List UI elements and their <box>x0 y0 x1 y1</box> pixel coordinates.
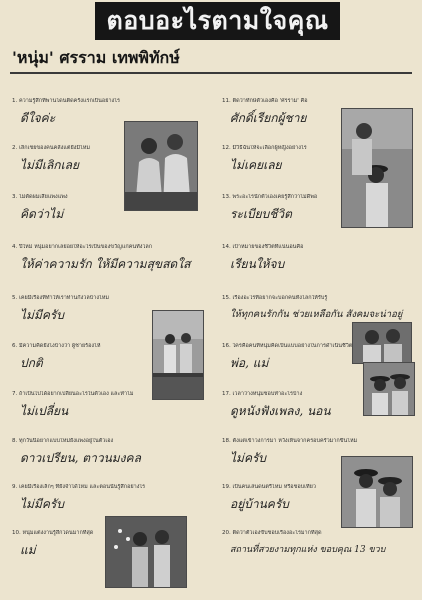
qa-item-8 <box>12 438 212 465</box>
column-title: ตอบอะไรตามใจคุณ <box>95 2 340 40</box>
answer-12: ไม่เคยเลย <box>230 158 282 172</box>
question-6: 6. มีความคิดยังไงบ้างว่า ผู้ชายร้องไห้ <box>12 343 101 349</box>
question-15: 15. เรื่องอะไรที่อยากจะบอกคนทั้งโลกให้รับรู้ <box>222 295 328 301</box>
answer-5: ไม่มีครับ <box>20 308 64 322</box>
answer-16: พ่อ, แม่ <box>230 356 269 370</box>
question-14: 14. เป้าหมายของชีวิตที่แน่นอนคือ <box>222 244 304 250</box>
photo-laughing-pair <box>352 322 412 364</box>
answer-4: ให้ค่าความรัก ให้มีความสุขสดใส <box>20 257 191 271</box>
question-17: 17. เวลาว่างหนุ่มชอบทำอะไรบ้าง <box>222 391 303 397</box>
photo-hat-pair-middle <box>363 362 415 416</box>
question-3: 3. ไม่ตัดผมเสียแพงแพง <box>12 194 68 200</box>
photo-seated-pair <box>124 121 198 211</box>
question-20: 20. ติดว่าตัวเองขับชอบเรื่องอะไรมากที่สุด <box>222 530 322 536</box>
celebrity-name: 'หนุ่ม' ศรราม เทพพิทักษ์ <box>12 48 180 67</box>
qa-item-9 <box>12 484 212 511</box>
photo-hat-pair-top <box>341 108 413 228</box>
answer-10: แม่ <box>20 543 36 557</box>
question-1: 1. ความรู้สึกที่พานโดนติดครั้งแรกเป็นอย่างไร <box>12 98 120 104</box>
qa-item-14 <box>222 244 422 271</box>
answer-13: ระเบียบชีวิต <box>230 207 292 221</box>
question-18: 18. ตั้งแต่เข้าวงการมา หวังเห็นจากครอบครัวมากขึ้นไหม <box>222 438 358 444</box>
question-4: 4. ปีใหม่ หนุ่มอยากเลย่อยให้อะไรเป็นของขวัญแก่คนทั้งโลก <box>12 244 153 250</box>
answer-1: ดีใจค่ะ <box>20 111 56 125</box>
question-7: 7. ถ้าเป็นไปได้อยากเปลี่ยนอะไรในตัวเอง และทำไม <box>12 391 134 397</box>
question-16: 16. ใครคือคนที่หนุ่มคิดเป็นแบบอย่างในการดำเนินชีวิต <box>222 343 353 349</box>
question-5: 5. เคยมีเรื่องที่ทำให้เราท่านกังวลบ้างไหม <box>12 295 110 301</box>
photo-hat-pair-bottom <box>341 456 413 528</box>
qa-item-4 <box>12 244 212 271</box>
answer-11: ศักดิ์เรียกผู้ชาย <box>230 111 307 125</box>
question-2: 2. เลิกเชยของคนคลั่งแต่ยังมีไหม <box>12 145 91 151</box>
question-19: 19. เป็นคนเล่นดนตรีไหม หรือชอบเที่ยว <box>222 484 316 490</box>
header-divider <box>10 72 412 74</box>
answer-17: ดูหนังฟังเพลง, นอน <box>230 404 331 418</box>
photo-flag-pair <box>105 516 187 588</box>
answer-20: สถานที่สวยงามทุกแห่ง ขอบคุณ 13 ขวบ <box>230 545 386 555</box>
qa-item-15 <box>222 295 422 322</box>
question-8: 8. ทุกวันนี้อยากแบบใหม่ยังแพงอยู่ในตัวเอง <box>12 438 114 444</box>
question-10: 10. หนุ่มแต่งงานรู้สึกโดนมากที่สุด <box>12 530 94 536</box>
photo-balcony-pair <box>152 310 204 400</box>
question-11: 11. ติดว่าทักษ์ตัวเองคือ 'ศรราม' คือ <box>222 98 308 104</box>
answer-6: ปกติ <box>20 356 43 370</box>
answer-19: อยู่บ้านครับ <box>230 497 289 511</box>
qa-item-20 <box>222 530 422 557</box>
answer-9: ไม่มีครับ <box>20 497 64 511</box>
question-12: 12. มีวิธีฉันให้จะเลือกผู้หญิงอย่างไร <box>222 145 307 151</box>
answer-7: ไม่เปลี่ยน <box>20 404 69 418</box>
answer-2: ไม่มีเลิกเลย <box>20 158 80 172</box>
question-13: 13. พระอะไรนักตัวเองเคยรู้สึกว่าไม่ดีพอ <box>222 194 318 200</box>
answer-15: ให้ทุกคนรักกัน ช่วยเหลือกัน สังคมจะน่าอยู่ <box>230 309 403 320</box>
answer-8: ดาวเปรียน, ตาวนมงคล <box>20 451 141 465</box>
question-9: 9. เคยมีเรื่องเล็กๆ ที่ยังจำได้ไหม และตอนนั้นรู้สึกอย่างไร <box>12 484 146 490</box>
answer-14: เรียนให้จบ <box>230 257 285 271</box>
answer-18: ไม่ครับ <box>230 451 267 465</box>
answer-3: คิดว่าไม่ <box>20 207 64 221</box>
